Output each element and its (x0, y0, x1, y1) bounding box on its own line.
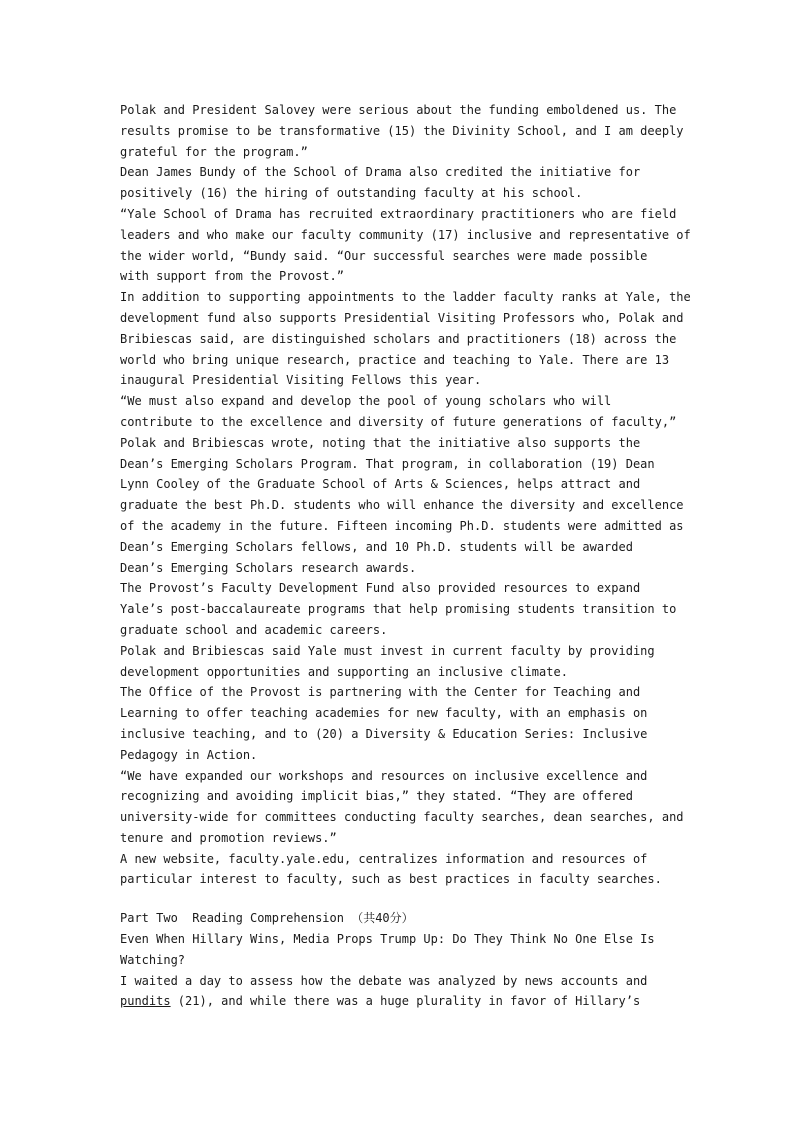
text-line: In addition to supporting appointments to the ladder faculty ranks at Yale, the (120, 290, 691, 305)
text-line: positively (16) the hiring of outstanding faculty at his school. (120, 186, 583, 201)
text-line: inclusive teaching, and to (20) a Diversity & Education Series: Inclusive (120, 726, 648, 741)
passage-one (120, 100, 691, 890)
text-fragment: (21), and while there was a huge plurality in favor of Hillary’s (170, 994, 641, 1009)
text-line: I waited a day to assess how the debate was analyzed by news accounts and (120, 973, 648, 988)
text-line: “We have expanded our workshops and resources on inclusive excellence and (120, 768, 648, 783)
text-line: graduate the best Ph.D. students who will enhance the diversity and excellence (120, 498, 684, 513)
text-line: university-wide for committees conducting faculty searches, dean searches, and (120, 810, 684, 825)
text-line: Polak and Bribiescas said Yale must invest in current faculty by providing (120, 643, 655, 658)
text-line: development opportunities and supporting an inclusive climate. (120, 664, 568, 679)
underlined-vocabulary-word: pundits (120, 994, 171, 1009)
text-line: Learning to offer teaching academies for new faculty, with an emphasis on (120, 706, 648, 721)
text-line: “Yale School of Drama has recruited extraordinary practitioners who are field (120, 206, 677, 221)
text-line: results promise to be transformative (15) the Divinity School, and I am deeply (120, 123, 684, 138)
text-line: with support from the Provost.” (120, 269, 344, 284)
text-line: The Provost’s Faculty Development Fund also provided resources to expand (120, 581, 641, 596)
title-line: Even When Hillary Wins, Media Props Trump Up: Do They Think No One Else Is (120, 932, 655, 947)
text-line: tenure and promotion reviews.” (120, 830, 337, 845)
text-line: Bribiescas said, are distinguished scholars and practitioners (18) across the (120, 331, 677, 346)
text-line: Dean’s Emerging Scholars research awards. (120, 560, 417, 575)
text-line: Polak and President Salovey were serious about the funding emboldened us. The (120, 103, 677, 117)
text-line: Polak and Bribiescas wrote, noting that the initiative also supports the (120, 435, 641, 450)
text-line: A new website, faculty.yale.edu, centralizes information and resources of (120, 851, 648, 866)
text-line: Dean James Bundy of the School of Drama also credited the initiative for (120, 165, 641, 180)
text-line: “We must also expand and develop the pool of young scholars who will (120, 394, 612, 409)
text-line: Dean’s Emerging Scholars Program. That program, in collaboration (19) Dean (120, 456, 655, 471)
text-line: grateful for the program.” (120, 144, 308, 159)
text-line: Pedagogy in Action. (120, 747, 258, 762)
text-line: contribute to the excellence and diversity of future generations of faculty,” (120, 414, 677, 429)
text-line: Yale’s post-baccalaureate programs that help promising students transition to (120, 602, 677, 617)
text-line: inaugural Presidential Visiting Fellows this year. (120, 373, 482, 388)
text-line: graduate school and academic careers. (120, 622, 388, 637)
text-line: Lynn Cooley of the Graduate School of Arts & Sciences, helps attract and (120, 477, 641, 492)
text-line: Dean’s Emerging Scholars fellows, and 10 Ph.D. students will be awarded (120, 539, 633, 554)
text-line (120, 991, 680, 1012)
document-page (120, 100, 691, 1012)
text-line: The Office of the Provost is partnering with the Center for Teaching and (120, 685, 641, 700)
text-line: the wider world, “Bundy said. “Our successful searches were made possible (120, 248, 648, 263)
text-line: recognizing and avoiding implicit bias,” they stated. “They are offered (120, 789, 633, 804)
section-heading: Part Two Reading Comprehension （共40分） (120, 911, 414, 926)
text-line: world who bring unique research, practice and teaching to Yale. There are 13 (120, 352, 670, 367)
passage-two-title (120, 929, 680, 971)
title-line: Watching? (120, 952, 186, 967)
section-spacer (120, 890, 680, 908)
passage-two (120, 971, 680, 1013)
text-line: leaders and who make our faculty community (17) inclusive and representative of (120, 227, 691, 242)
text-line: development fund also supports Presidential Visiting Professors who, Polak and (120, 310, 684, 325)
text-line: of the academy in the future. Fifteen incoming Ph.D. students were admitted as (120, 518, 684, 533)
text-line: particular interest to faculty, such as best practices in faculty searches. (120, 872, 662, 887)
